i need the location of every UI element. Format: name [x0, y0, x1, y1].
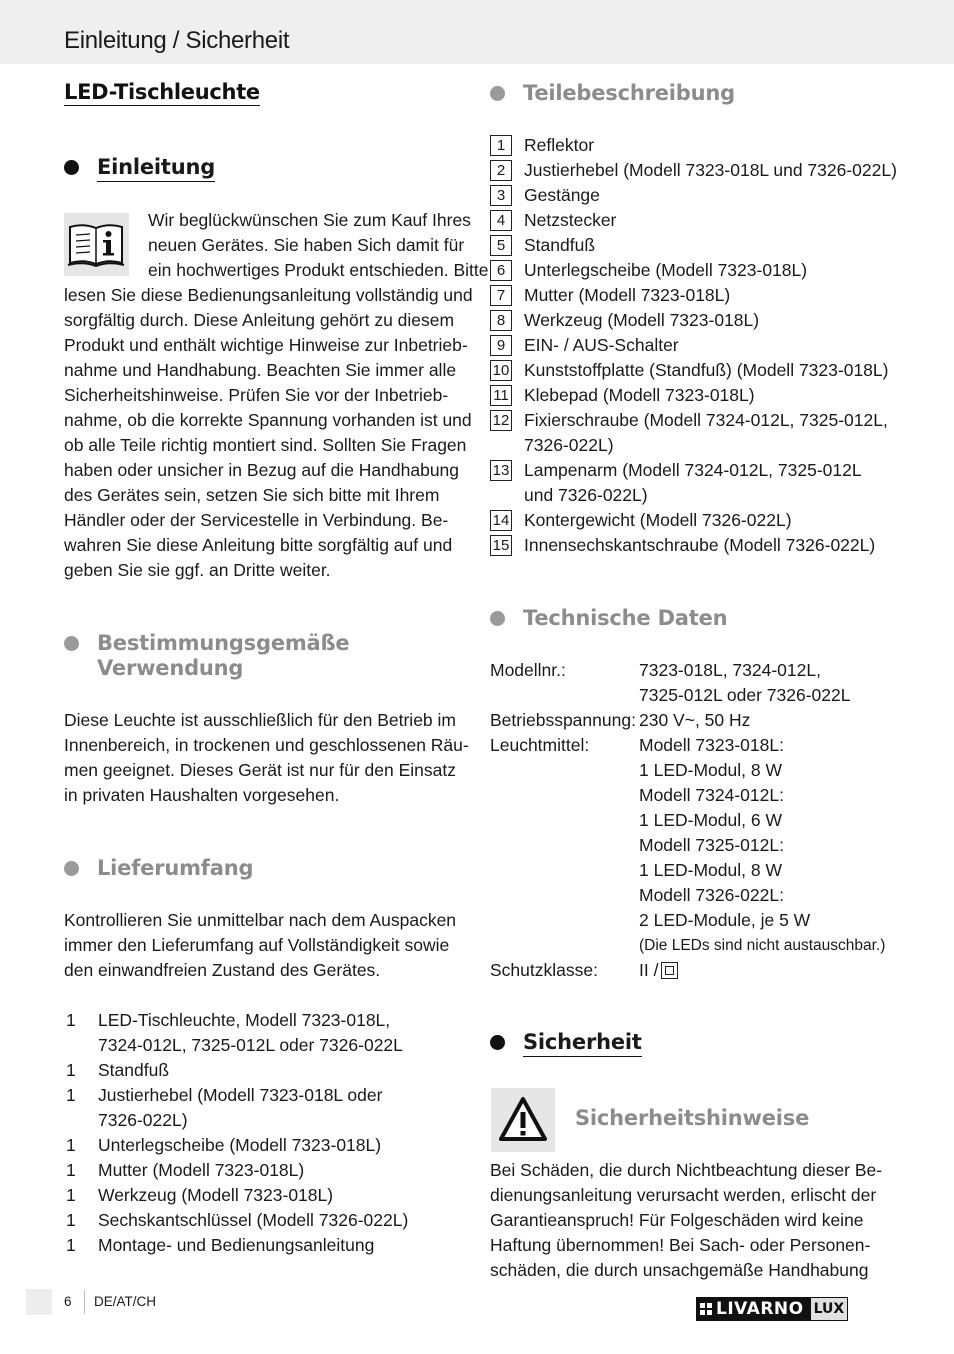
page-number: 6 — [64, 1294, 72, 1309]
part-number: 2 — [490, 160, 512, 181]
technical-data-table — [490, 658, 910, 983]
part-number: 14 — [490, 510, 512, 531]
footer-divider — [84, 1290, 85, 1314]
text-line: immer den Lieferumfang auf Vollständigkeit sowie — [64, 935, 450, 955]
sub-heading-sicherheitshinweise: Sicherheitshinweise — [575, 1106, 810, 1130]
part-number: 13 — [490, 460, 512, 481]
part-number: 12 — [490, 410, 512, 431]
section-heading-verwendung: Bestimmungsgemäße Verwendung — [64, 631, 349, 681]
list-item: 7 Mutter (Modell 7323-018L) — [490, 283, 910, 308]
part-number: 8 — [490, 310, 512, 331]
list-item: 1 Justierhebel (Modell 7323-018L oder 7326-022L) — [64, 1083, 464, 1133]
item-quantity: 1 — [66, 1210, 76, 1230]
spec-label: Modellnr.: — [490, 660, 566, 680]
part-number: 7 — [490, 285, 512, 306]
list-item: 1 Standfuß — [64, 1058, 464, 1083]
text-line: Wir beglückwünschen Sie zum Kauf Ihres — [148, 210, 471, 230]
spec-label: Leuchtmittel: — [490, 735, 590, 755]
text-line: nahme und Handhabung. Beachten Sie immer alle — [64, 360, 457, 380]
list-item: 1 Montage- und Bedienungsanleitung — [64, 1233, 464, 1258]
list-item: 10 Kunststoffplatte (Standfuß) (Modell 7323-018L) — [490, 358, 910, 383]
list-item: 6 Unterlegscheibe (Modell 7323-018L) — [490, 258, 910, 283]
section-heading-technische-daten: Technische Daten — [490, 606, 727, 631]
text-line: ein hochwertiges Produkt entschieden. Bitte — [148, 260, 489, 280]
region-code: DE/AT/CH — [94, 1294, 157, 1309]
text-line: schäden, die durch unsachgemäße Handhabung — [490, 1260, 869, 1280]
text-line: dienungsanleitung verursacht werden, erlischt der — [490, 1185, 877, 1205]
list-item: 14 Kontergewicht (Modell 7326-022L) — [490, 508, 910, 533]
spec-row-model: Modellnr.: 7323-018L, 7324-012L, 7325-012L oder 7326-022L — [490, 658, 910, 708]
text-line: sorgfältig durch. Diese Anleitung gehört zu diesem — [64, 310, 455, 330]
part-number: 9 — [490, 335, 512, 356]
text-line: des Gerätes sein, setzen Sie sich bitte mit Ihrem — [64, 485, 440, 505]
brand-mark-icon — [700, 1303, 712, 1315]
text-line: Bei Schäden, die durch Nichtbeachtung dieser Be- — [490, 1160, 883, 1180]
list-item: 2 Justierhebel (Modell 7323-018L und 7326-022L) — [490, 158, 910, 183]
text-line: Diese Leuchte ist ausschließlich für den Betrieb im — [64, 710, 456, 730]
part-number: 5 — [490, 235, 512, 256]
part-number: 4 — [490, 210, 512, 231]
warning-triangle-icon — [491, 1088, 555, 1152]
item-quantity: 1 — [66, 1160, 76, 1180]
list-item: 15 Innensechskantschraube (Modell 7326-022L) — [490, 533, 910, 558]
item-quantity: 1 — [66, 1135, 76, 1155]
text-line: Sicherheitshinweise. Prüfen Sie vor der Inbetrieb- — [64, 385, 449, 405]
list-item: 8 Werkzeug (Modell 7323-018L) — [490, 308, 910, 333]
text-line: wahren Sie diese Anleitung bitte sorgfältig auf und — [64, 535, 453, 555]
sicherheit-text — [490, 1158, 900, 1283]
list-item: 12 Fixierschraube (Modell 7324-012L, 7325-012L, 7326-022L) — [490, 408, 910, 458]
part-number: 15 — [490, 535, 512, 556]
item-quantity: 1 — [66, 1235, 76, 1255]
part-number: 10 — [490, 360, 512, 381]
footer-page-marker — [26, 1289, 52, 1315]
bullet-icon — [490, 1035, 505, 1050]
list-item: 9 EIN- / AUS-Schalter — [490, 333, 910, 358]
spec-row-voltage: Betriebsspannung: 230 V~, 50 Hz — [490, 708, 910, 733]
section-heading-teilebeschreibung: Teilebeschreibung — [490, 81, 735, 106]
bullet-icon — [64, 861, 79, 876]
list-item: 5 Standfuß — [490, 233, 910, 258]
brand-logo-suffix: LUX — [810, 1297, 849, 1321]
text-line: Innenbereich, in trockenen und geschlossenen Räu- — [64, 735, 469, 755]
item-quantity: 1 — [66, 1185, 76, 1205]
text-line: in privaten Haushalten vorgesehen. — [64, 785, 340, 805]
spec-row-lamp: Leuchtmittel: Modell 7323-018L: 1 LED-Modul, 8 W Modell 7324-012L: 1 LED-Modul, 6 W Modell 7325-012L: 1 LED-Modul, 8 W Modell 7326-022L: 2 LED-Module, je 5 W (Die LEDs sind nicht austauschbar.) — [490, 733, 910, 958]
protection-class-ii-square-icon — [661, 962, 678, 979]
part-number: 11 — [490, 385, 512, 406]
part-number: 6 — [490, 260, 512, 281]
list-item: 1 Reflektor — [490, 133, 910, 158]
parts-list — [490, 133, 910, 558]
bullet-icon — [64, 636, 79, 651]
spec-row-class: Schutzklasse: II / — [490, 958, 910, 983]
text-line: neuen Gerätes. Sie haben Sich damit für — [148, 235, 465, 255]
spec-label: Schutzklasse: — [490, 960, 598, 980]
verwendung-text — [64, 708, 469, 808]
einleitung-text-intro — [148, 208, 489, 283]
list-item: 1 Unterlegscheibe (Modell 7323-018L) — [64, 1133, 464, 1158]
text-line: den einwandfreien Zustand des Gerätes. — [64, 960, 381, 980]
text-line: Garantieanspruch! Für Folgeschäden wird keine — [490, 1210, 864, 1230]
list-item: 1 LED-Tischleuchte, Modell 7323-018L, 7324-012L, 7325-012L oder 7326-022L — [64, 1008, 464, 1058]
brand-logo — [696, 1297, 890, 1321]
product-title: LED-Tischleuchte — [64, 80, 260, 104]
text-line: men geeignet. Dieses Gerät ist nur für den Einsatz — [64, 760, 457, 780]
list-item: 1 Mutter (Modell 7323-018L) — [64, 1158, 464, 1183]
item-quantity: 1 — [66, 1085, 76, 1105]
section-heading-sicherheit: Sicherheit — [490, 1030, 642, 1057]
bullet-icon — [64, 160, 79, 175]
text-line: Haftung übernommen! Bei Sach- oder Personen- — [490, 1235, 871, 1255]
text-line: haben oder unsicher in Bezug auf die Handhabung — [64, 460, 460, 480]
bullet-icon — [490, 611, 505, 626]
section-heading-lieferumfang: Lieferumfang — [64, 856, 253, 881]
text-line: lesen Sie diese Bedienungsanleitung vollständig und — [64, 285, 473, 305]
list-item: 1 Sechskantschlüssel (Modell 7326-022L) — [64, 1208, 464, 1233]
lieferumfang-text — [64, 908, 464, 983]
delivery-list — [64, 1008, 464, 1258]
text-line: Kontrollieren Sie unmittelbar nach dem Auspacken — [64, 910, 457, 930]
list-item: 4 Netzstecker — [490, 208, 910, 233]
section-heading-einleitung: Einleitung — [64, 155, 215, 182]
info-book-icon — [64, 213, 129, 276]
text-line: Händler oder der Servicestelle in Verbindung. Be- — [64, 510, 449, 530]
einleitung-text — [64, 283, 473, 583]
text-line: geben Sie sie ggf. an Dritte weiter. — [64, 560, 331, 580]
list-item: 3 Gestänge — [490, 183, 910, 208]
text-line: nahme, ob die korrekte Spannung vorhanden ist und — [64, 410, 472, 430]
brand-logo-main: LIVARNO — [696, 1297, 810, 1321]
text-line: ob alle Teile richtig montiert sind. Sollten Sie Fragen — [64, 435, 467, 455]
part-number: 3 — [490, 185, 512, 206]
text-line: Produkt und enthält wichtige Hinweise zur Inbetrieb- — [64, 335, 468, 355]
part-number: 1 — [490, 135, 512, 156]
bullet-icon — [490, 86, 505, 101]
item-quantity: 1 — [66, 1010, 76, 1030]
list-item: 1 Werkzeug (Modell 7323-018L) — [64, 1183, 464, 1208]
item-quantity: 1 — [66, 1060, 76, 1080]
spec-label: Betriebsspannung: — [490, 710, 636, 730]
list-item: 11 Klebepad (Modell 7323-018L) — [490, 383, 910, 408]
page-header-title: Einleitung / Sicherheit — [64, 27, 290, 54]
list-item: 13 Lampenarm (Modell 7324-012L, 7325-012L und 7326-022L) — [490, 458, 910, 508]
